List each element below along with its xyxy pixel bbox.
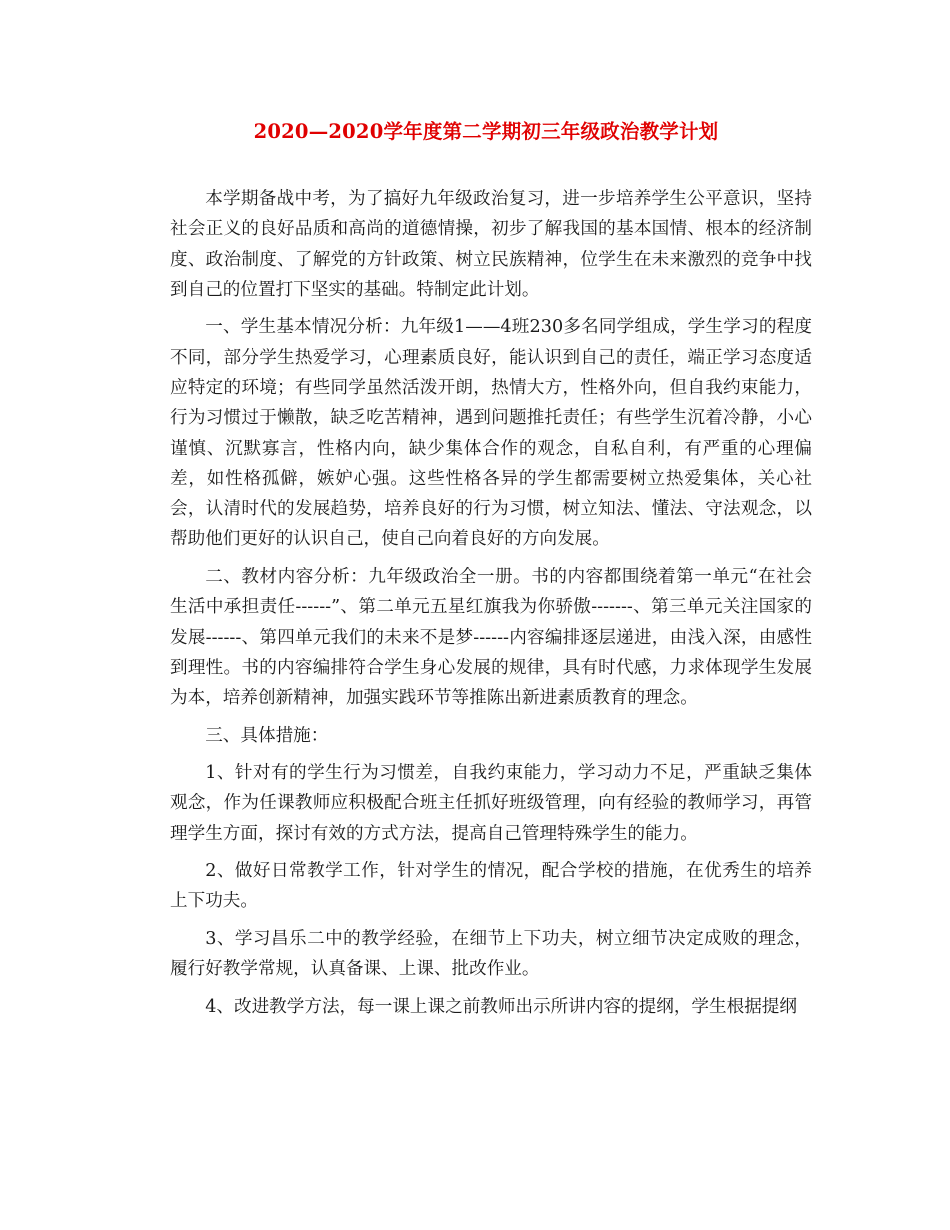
paragraph-measures-heading: 三、具体措施： xyxy=(205,725,329,746)
paragraph-intro: 本学期备战中考，为了搞好九年级政治复习，进一步培养学生公平意识，坚持社会正义的良好品质和高尚的道德情操，初步了解我国的基本国情、根本的经济制度、政治制度、了解党的方针政策、树立民族精神，位学生在未来激烈的竞争中找到自己的位置打下坚实的基础。特制定此计划。 xyxy=(170,189,812,300)
paragraph-measure-4: 4、改进教学方法，每一课上课之前教师出示所讲内容的提纲，学生根据提纲 xyxy=(205,996,797,1017)
document-title: 2020—2020学年度第二学期初三年级政治教学计划 xyxy=(253,120,719,143)
paragraph-measure-2: 2、做好日常教学工作，针对学生的情况，配合学校的措施，在优秀生的培养上下功夫。 xyxy=(170,861,812,912)
paragraph-measure-1: 1、针对有的学生行为习惯差，自我约束能力，学习动力不足，严重缺乏集体观念，作为任课教师应积极配合班主任抓好班级管理，向有经验的教师学习，再管理学生方面，探讨有效的方式方法，提高自己管理特殊学生的能力。 xyxy=(170,763,812,844)
paragraph-student-analysis: 一、学生基本情况分析：九年级1——4班230多名同学组成，学生学习的程度不同，部分学生热爱学习，心理素质良好，能认识到自己的责任，端正学习态度适应特定的环境；有些同学虽然活泼开朗，热情大方，性格外向，但自我约束能力，行为习惯过于懒散，缺乏吃苦精神，遇到问题推托责任；有些学生沉着冷静，小心谨慎、沉默寡言，性格内向，缺少集体合作的观念，自私自利，有严重的心理偏差，如性格孤僻，嫉妒心强。这些性格各异的学生都需要树立热爱集体，关心社会，认清时代的发展趋势，培养良好的行为习惯，树立知法、懂法、守法观念，以帮助他们更好的认识自己，使自己向着良好的方向发展。 xyxy=(170,317,812,550)
paragraph-textbook-analysis: 二、教材内容分析：九年级政治全一册。书的内容都围绕着第一单元“在社会生活中承担责任------”、第二单元五星红旗我为你骄傲-------、第三单元关注国家的发展------、第四单元我们的未来不是梦------内容编排逐层递进，由浅入深，由感性到理性。书的内容编排符合学生身心发展的规律，具有时代感，力求体现学生发展为本，培养创新精神，加强实践环节等推陈出新进素质教育的理念。 xyxy=(170,566,812,709)
paragraph-measure-3: 3、学习昌乐二中的教学经验，在细节上下功夫，树立细节决定成败的理念，履行好教学常规，认真备课、上课、批改作业。 xyxy=(170,928,812,980)
